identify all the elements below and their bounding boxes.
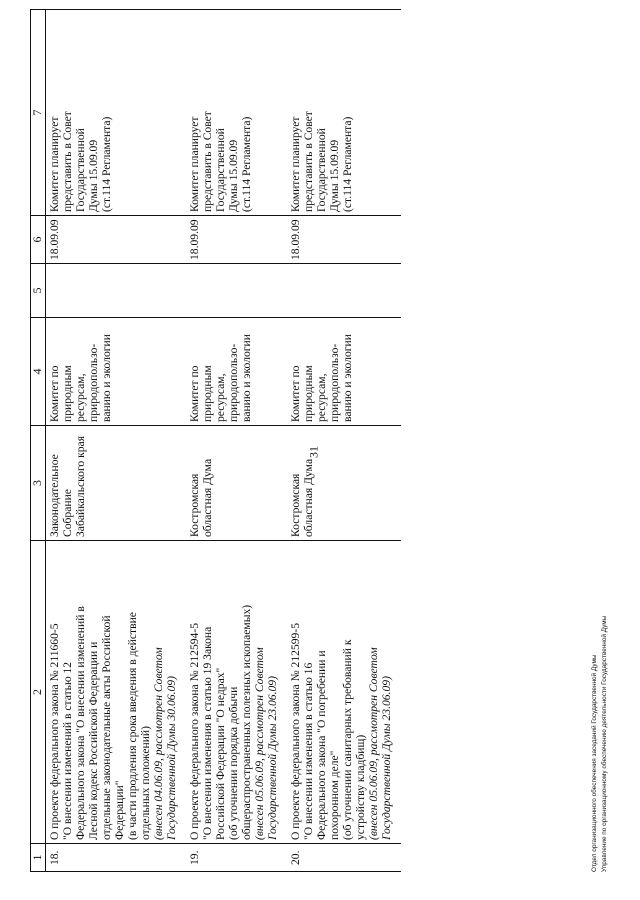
note-line: Государственной: [314, 128, 328, 212]
bill-description-cell: [186, 541, 287, 844]
bill-description-line: Российской Федерации "О недрах": [213, 667, 227, 840]
committee-line: природопользо-: [86, 343, 100, 422]
committee-line: ванию и экологии: [340, 334, 354, 422]
committee-line: природопользо-: [327, 343, 341, 422]
committee-line: Комитет по: [288, 365, 302, 422]
note-cell: [186, 10, 287, 216]
bill-description-cell: [287, 541, 401, 844]
date-value: 18.09.09: [187, 219, 201, 260]
row-number-cell: [46, 844, 186, 872]
note-line: (ст.114 Регламента): [99, 116, 113, 212]
initiator-line: Законодательное: [48, 454, 61, 537]
committee-line: Комитет по: [187, 365, 201, 422]
note-line: (ст.114 Регламента): [239, 116, 253, 212]
note-line: представить в Совет: [200, 111, 214, 212]
date-cell: [46, 216, 186, 264]
committee-line: природным: [200, 365, 214, 422]
footer-department: Отдел организационного обеспечения заседаний Государственной Думы: [591, 654, 598, 872]
initiator-line: областная Дума: [301, 458, 315, 537]
committee-line: Комитет по: [48, 365, 61, 422]
bill-description-line: (об уточнении порядка добычи: [226, 686, 240, 840]
bill-description-line: О проекте федерального закона № 211660-5: [48, 623, 61, 840]
bill-description-line: общераспространенных полезных ископаемых): [239, 604, 253, 840]
column-header: 3: [31, 426, 46, 541]
bill-description-line: Федерации": [112, 780, 126, 840]
note-line: Думы 15.09.09: [226, 139, 240, 212]
committee-line: ресурсам,: [73, 373, 87, 422]
column-5-cell: [186, 264, 287, 318]
bill-description-line: отдельных положений): [138, 726, 152, 840]
note-line: Государственной: [213, 128, 227, 212]
committee-line: ванию и экологии: [239, 334, 253, 422]
table-row: [287, 10, 401, 872]
committee-line: ресурсам,: [213, 373, 227, 422]
committee-line: природопользо-: [226, 343, 240, 422]
row-number: 20.: [288, 850, 302, 865]
date-cell: [287, 216, 401, 264]
bill-description-line: О проекте федерального закона № 212599-5: [288, 623, 302, 840]
bill-description-line: похоронном деле": [327, 750, 341, 840]
bill-description-line: Государственной Думы 23.06.09): [265, 676, 279, 840]
note-line: (ст.114 Регламента): [340, 116, 354, 212]
committee-cell: [287, 318, 401, 426]
footer-directorate: Управление по организационному обеспечению деятельности Государственной Думы: [600, 615, 608, 872]
bill-description-line: (об уточнении санитарных требований к: [340, 639, 354, 840]
initiator-line: Костромская: [187, 473, 201, 537]
bill-description-line: (внесен 05.06.09, рассмотрен Советом: [366, 647, 380, 840]
date-value: 18.09.09: [288, 219, 302, 260]
bill-description-line: "О внесении изменения в статью 19 Закона: [200, 626, 214, 840]
initiator-line: Забайкальского края: [73, 435, 87, 537]
note-cell: [287, 10, 401, 216]
column-header: 4: [31, 318, 46, 426]
bill-description-line: (в части продления срока введения в действие: [125, 612, 139, 840]
bill-description-line: Федерального закона "О погребении и: [314, 650, 328, 840]
initiator-cell: [46, 426, 186, 541]
table-row: [46, 10, 186, 872]
committee-line: ресурсам,: [314, 373, 328, 422]
row-number: 18.: [48, 850, 61, 865]
column-header: 7: [31, 10, 46, 216]
note-line: Комитет планирует: [187, 116, 201, 212]
date-cell: [186, 216, 287, 264]
row-number: 19.: [187, 850, 201, 865]
initiator-cell: [186, 426, 287, 541]
row-number-cell: [186, 844, 287, 872]
note-line: представить в Совет: [301, 111, 315, 212]
committee-line: природным: [60, 365, 74, 422]
initiator-cell: [287, 426, 401, 541]
table-row: [186, 10, 287, 872]
bill-description-line: Лесной кодекс Российской Федерации и: [86, 641, 100, 840]
column-5-cell: [287, 264, 401, 318]
committee-line: природным: [301, 365, 315, 422]
table-header-row: [31, 10, 46, 872]
initiator-line: Собрание: [60, 489, 74, 537]
date-value: 18.09.09: [48, 219, 61, 260]
bill-description-line: устройству кладбищ): [353, 734, 367, 840]
row-number-cell: [287, 844, 401, 872]
note-line: Государственной: [73, 128, 87, 212]
bill-description-line: О проекте федерального закона № 212594-5: [187, 623, 201, 840]
committee-line: ванию и экологии: [99, 334, 113, 422]
note-line: Думы 15.09.09: [86, 139, 100, 212]
document-table-area: [30, 10, 638, 872]
bill-description-line: Государственной Думы 23.06.09): [379, 676, 393, 840]
bill-description-line: "О внесении изменений в статью 12: [60, 661, 74, 840]
committee-cell: [46, 318, 186, 426]
page-number: 31: [306, 446, 321, 458]
bill-description-line: Федерального закона "О внесении изменений в: [73, 606, 87, 840]
bill-description-cell: [46, 541, 186, 844]
initiator-line: Костромская: [288, 473, 302, 537]
footer: [590, 616, 609, 872]
column-header: 5: [31, 264, 46, 318]
bill-description-line: "О внесении изменения в статью 16: [301, 662, 315, 840]
bill-description-line: (внесен 05.06.09, рассмотрен Советом: [252, 647, 266, 840]
note-line: Комитет планирует: [288, 116, 302, 212]
bill-description-line: отдельные законодательные акты Российской: [99, 615, 113, 840]
bill-description-line: Государственной Думы 30.06.09): [164, 676, 178, 840]
column-header: 2: [31, 541, 46, 844]
bill-description-line: (внесен 04.06.09, рассмотрен Советом: [151, 647, 165, 840]
column-header: 1: [31, 844, 46, 872]
bills-table: [30, 9, 401, 872]
committee-cell: [186, 318, 287, 426]
column-5-cell: [46, 264, 186, 318]
column-header: 6: [31, 216, 46, 264]
note-line: Думы 15.09.09: [327, 139, 341, 212]
note-cell: [46, 10, 186, 216]
initiator-line: областная Дума: [200, 458, 214, 537]
note-line: представить в Совет: [60, 111, 74, 212]
note-line: Комитет планирует: [48, 116, 61, 212]
